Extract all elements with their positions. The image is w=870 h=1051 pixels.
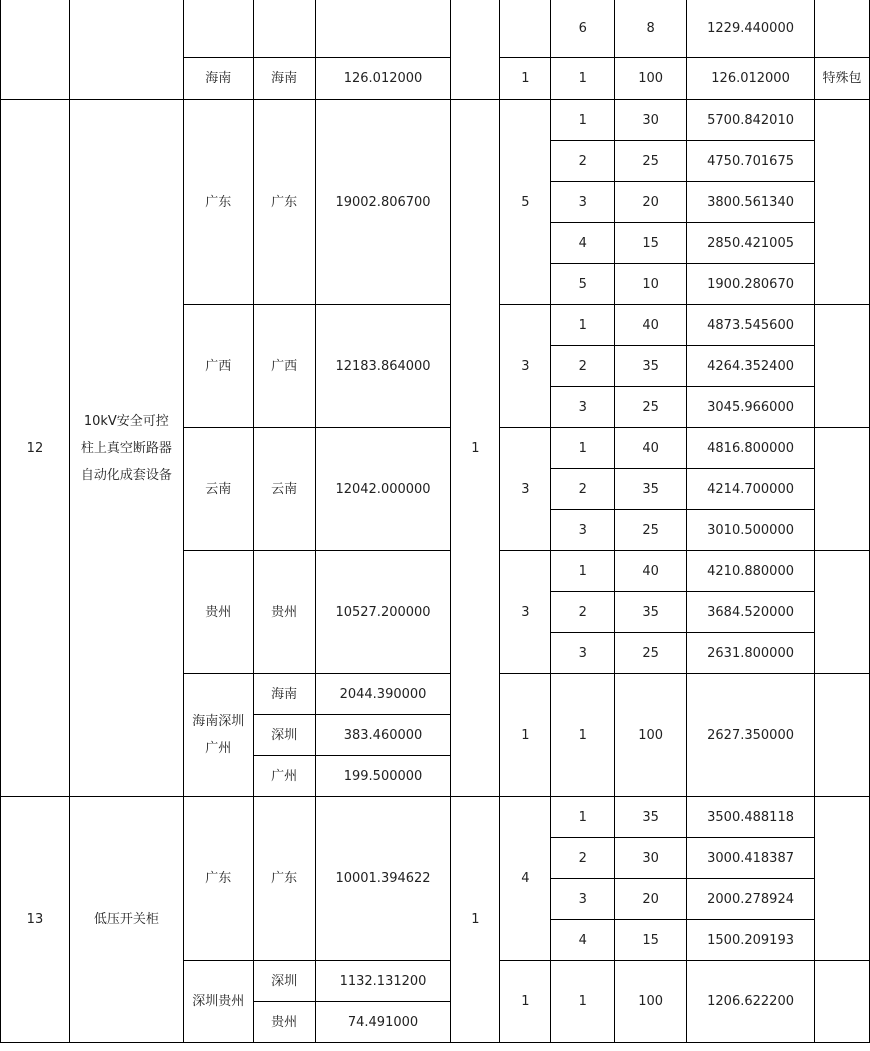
cell-seq: 2 xyxy=(551,141,615,182)
cell-ratio: 10 xyxy=(615,264,687,305)
cell-seq: 3 xyxy=(551,387,615,428)
cell-seq: 1 xyxy=(551,961,615,1043)
cell-unit: 深圳 xyxy=(253,715,315,756)
cell-budget: 383.460000 xyxy=(315,715,451,756)
cell-amount: 4264.352400 xyxy=(687,346,815,387)
cell-area: 广东 xyxy=(183,797,253,961)
cell-seq: 4 xyxy=(551,223,615,264)
cell-seq: 3 xyxy=(551,510,615,551)
cell-empty xyxy=(69,0,183,100)
cell-budget: 199.500000 xyxy=(315,756,451,797)
cell-unit: 贵州 xyxy=(253,551,315,674)
cell-packs: 3 xyxy=(500,551,551,674)
cell-ratio: 20 xyxy=(615,879,687,920)
cell-seq: 1 xyxy=(551,100,615,141)
cell-seq: 2 xyxy=(551,838,615,879)
cell-ratio: 25 xyxy=(615,141,687,182)
cell-budget: 12183.864000 xyxy=(315,305,451,428)
cell-packs: 4 xyxy=(500,797,551,961)
cell-budget: 126.012000 xyxy=(315,58,451,100)
cell-amount: 4873.545600 xyxy=(687,305,815,346)
cell-amount: 4750.701675 xyxy=(687,141,815,182)
cell-unit: 广东 xyxy=(253,100,315,305)
cell-ratio: 25 xyxy=(615,387,687,428)
cell-unit: 广州 xyxy=(253,756,315,797)
cell-item-no: 12 xyxy=(1,100,70,797)
table-row xyxy=(1,0,870,58)
cell-amount: 3010.500000 xyxy=(687,510,815,551)
cell-ratio: 40 xyxy=(615,551,687,592)
cell-budget: 19002.806700 xyxy=(315,100,451,305)
cell-note xyxy=(815,100,870,305)
cell-budget: 74.491000 xyxy=(315,1002,451,1043)
cell-ratio: 25 xyxy=(615,633,687,674)
cell-budget: 1132.131200 xyxy=(315,961,451,1002)
cell-seq: 3 xyxy=(551,633,615,674)
table-row xyxy=(1,797,870,838)
cell-ratio: 40 xyxy=(615,305,687,346)
cell-note xyxy=(815,305,870,428)
cell-ratio: 35 xyxy=(615,469,687,510)
cell-seq: 4 xyxy=(551,920,615,961)
cell-packs: 1 xyxy=(500,58,551,100)
cell-unit: 云南 xyxy=(253,428,315,551)
cell-budget: 2044.390000 xyxy=(315,674,451,715)
cell-unit: 深圳 xyxy=(253,961,315,1002)
cell-area: 海南深圳广州 xyxy=(183,674,253,797)
cell-empty xyxy=(183,0,253,58)
cell-area: 贵州 xyxy=(183,551,253,674)
cell-unit: 海南 xyxy=(253,58,315,100)
cell-amount: 4214.700000 xyxy=(687,469,815,510)
cell-seq: 2 xyxy=(551,346,615,387)
cell-amount: 5700.842010 xyxy=(687,100,815,141)
cell-note xyxy=(815,428,870,551)
cell-count: 1 xyxy=(451,797,500,1043)
cell-seq: 5 xyxy=(551,264,615,305)
cell-note xyxy=(815,674,870,797)
cell-ratio: 100 xyxy=(615,961,687,1043)
cell-ratio: 20 xyxy=(615,182,687,223)
cell-area: 云南 xyxy=(183,428,253,551)
cell-seq: 1 xyxy=(551,428,615,469)
cell-budget: 10001.394622 xyxy=(315,797,451,961)
cell-ratio: 15 xyxy=(615,223,687,264)
table-row xyxy=(1,100,870,141)
cell-packs: 3 xyxy=(500,305,551,428)
cell-seq: 1 xyxy=(551,797,615,838)
cell-seq: 2 xyxy=(551,469,615,510)
cell-ratio: 30 xyxy=(615,100,687,141)
cell-amount: 1206.622200 xyxy=(687,961,815,1043)
cell-count: 1 xyxy=(451,100,500,797)
cell-area: 广西 xyxy=(183,305,253,428)
cell-packs: 1 xyxy=(500,674,551,797)
cell-amount: 1900.280670 xyxy=(687,264,815,305)
cell-seq: 6 xyxy=(551,0,615,58)
cell-amount: 4210.880000 xyxy=(687,551,815,592)
cell-budget: 12042.000000 xyxy=(315,428,451,551)
cell-area: 广东 xyxy=(183,100,253,305)
cell-ratio: 100 xyxy=(615,58,687,100)
cell-seq: 3 xyxy=(551,879,615,920)
cell-empty xyxy=(253,0,315,58)
cell-seq: 1 xyxy=(551,58,615,100)
cell-ratio: 25 xyxy=(615,510,687,551)
cell-amount: 2850.421005 xyxy=(687,223,815,264)
cell-ratio: 35 xyxy=(615,592,687,633)
cell-note: 特殊包 xyxy=(815,58,870,100)
cell-unit: 贵州 xyxy=(253,1002,315,1043)
cell-seq: 2 xyxy=(551,592,615,633)
cell-empty xyxy=(315,0,451,58)
cell-note xyxy=(815,551,870,674)
cell-packs: 5 xyxy=(500,100,551,305)
cell-note xyxy=(815,961,870,1043)
cell-empty xyxy=(451,0,500,100)
cell-note xyxy=(815,0,870,58)
cell-ratio: 15 xyxy=(615,920,687,961)
cell-amount: 126.012000 xyxy=(687,58,815,100)
cell-note xyxy=(815,797,870,961)
cell-area: 海南 xyxy=(183,58,253,100)
cell-ratio: 8 xyxy=(615,0,687,58)
cell-amount: 3000.418387 xyxy=(687,838,815,879)
cell-seq: 1 xyxy=(551,674,615,797)
cell-item-name: 低压开关柜 xyxy=(69,797,183,1043)
cell-amount: 1229.440000 xyxy=(687,0,815,58)
cell-amount: 1500.209193 xyxy=(687,920,815,961)
cell-amount: 2627.350000 xyxy=(687,674,815,797)
cell-amount: 3684.520000 xyxy=(687,592,815,633)
cell-item-name: 10kV安全可控柱上真空断路器自动化成套设备 xyxy=(69,100,183,797)
cell-empty xyxy=(1,0,70,100)
cell-ratio: 35 xyxy=(615,797,687,838)
cell-packs: 1 xyxy=(500,961,551,1043)
cell-item-no: 13 xyxy=(1,797,70,1043)
cell-ratio: 40 xyxy=(615,428,687,469)
cell-amount: 2000.278924 xyxy=(687,879,815,920)
cell-empty xyxy=(500,0,551,58)
cell-amount: 4816.800000 xyxy=(687,428,815,469)
cell-unit: 广西 xyxy=(253,305,315,428)
cell-unit: 海南 xyxy=(253,674,315,715)
cell-seq: 3 xyxy=(551,182,615,223)
cell-seq: 1 xyxy=(551,551,615,592)
cell-amount: 3045.966000 xyxy=(687,387,815,428)
cell-area: 深圳贵州 xyxy=(183,961,253,1043)
cell-ratio: 100 xyxy=(615,674,687,797)
cell-amount: 2631.800000 xyxy=(687,633,815,674)
cell-amount: 3800.561340 xyxy=(687,182,815,223)
cell-packs: 3 xyxy=(500,428,551,551)
cell-seq: 1 xyxy=(551,305,615,346)
cell-budget: 10527.200000 xyxy=(315,551,451,674)
cell-unit: 广东 xyxy=(253,797,315,961)
cell-ratio: 30 xyxy=(615,838,687,879)
cell-ratio: 35 xyxy=(615,346,687,387)
cell-amount: 3500.488118 xyxy=(687,797,815,838)
